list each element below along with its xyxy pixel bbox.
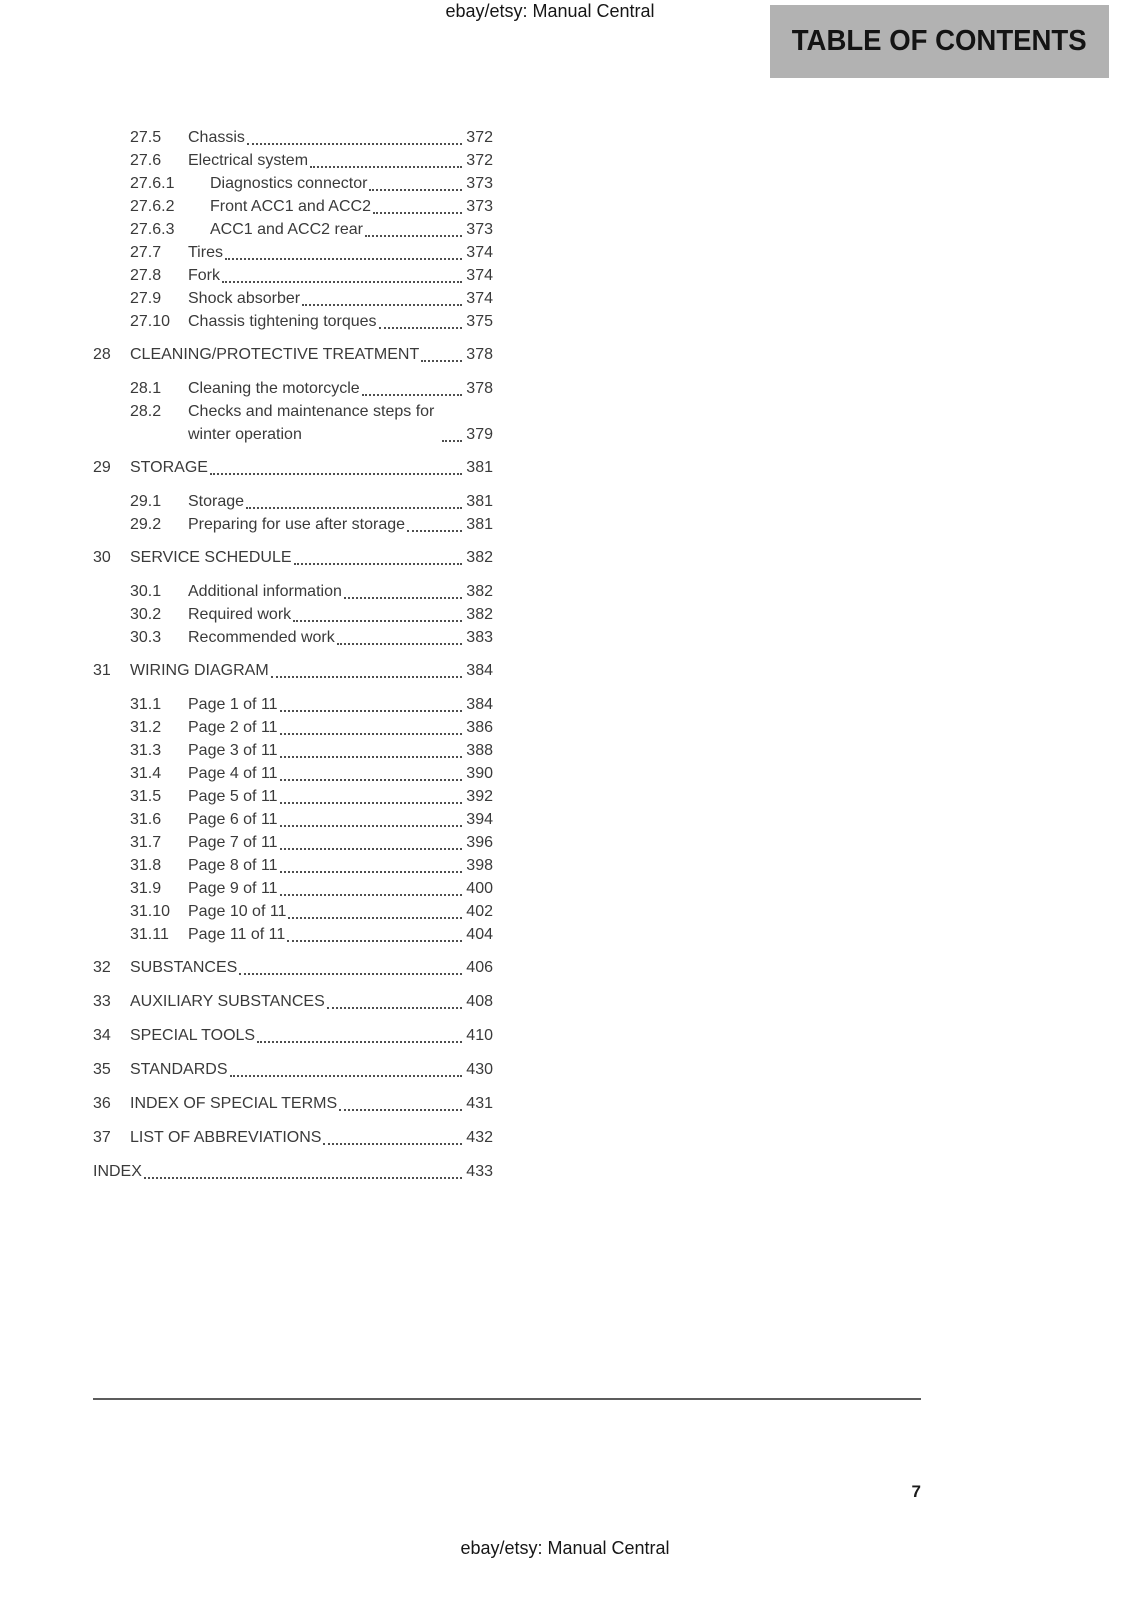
table-of-contents-banner (770, 5, 1109, 78)
toc-entry-number: 27.7 (130, 244, 162, 261)
toc-entry (93, 1058, 493, 1081)
toc-entry-label: Page 11 of 11 (188, 926, 286, 943)
toc-entry-label: WIRING DIAGRAM (130, 662, 269, 679)
toc-entry-number: 27.10 (130, 313, 171, 330)
toc-entry-page: 388 (466, 742, 493, 759)
toc-entry-page: 431 (466, 1095, 493, 1112)
toc-entry (93, 264, 493, 287)
toc-entry-label: AUXILIARY SUBSTANCES (130, 993, 325, 1010)
toc-entry (93, 659, 493, 682)
page-title: TABLE OF CONTENTS (792, 25, 1087, 57)
toc-entry-label: LIST OF ABBREVIATIONS (130, 1129, 322, 1146)
toc-entry-number: 29 (93, 459, 111, 476)
toc-entry-page: 410 (466, 1027, 493, 1044)
toc-entry-number: 31.11 (130, 926, 169, 943)
toc-entry-label: Recommended work (188, 629, 335, 646)
toc-entry (93, 377, 493, 400)
toc-entry-label: CLEANING/PROTECTIVE TREATMENT (130, 346, 420, 363)
toc-entry-page: 386 (466, 719, 493, 736)
toc-entry-number: 30.2 (130, 606, 162, 623)
toc-leader-dots (257, 1041, 462, 1043)
toc-entry (93, 626, 493, 649)
toc-entry-page: 378 (466, 346, 493, 363)
toc-entry-page: 372 (466, 129, 493, 146)
toc-entry-number: 34 (93, 1027, 111, 1044)
footer-watermark: ebay/etsy: Manual Central (460, 1538, 670, 1558)
toc-leader-dots (373, 212, 462, 214)
toc-leader-dots (294, 563, 462, 565)
toc-entry (93, 218, 493, 241)
toc-leader-dots (310, 166, 462, 168)
toc-entry-page: 382 (466, 606, 493, 623)
toc-entry-page: 379 (466, 426, 493, 443)
toc-entry-number: 30.1 (130, 583, 162, 600)
toc-entry-number: 28.1 (130, 380, 162, 397)
toc-leader-dots (442, 440, 462, 442)
header-watermark: ebay/etsy: Manual Central (445, 1, 655, 21)
toc-entry-page: 400 (466, 880, 493, 897)
toc-entry-label: SUBSTANCES (130, 959, 238, 976)
toc-entry-page: 383 (466, 629, 493, 646)
toc-entry (93, 716, 493, 739)
toc-entry-number: 28.2 (130, 403, 162, 420)
toc-leader-dots (280, 825, 462, 827)
toc-leader-dots (225, 258, 462, 260)
toc-entry (93, 900, 493, 923)
toc-entry (93, 739, 493, 762)
toc-entry-label: Electrical system (188, 152, 309, 169)
toc-leader-dots (407, 530, 462, 532)
toc-entry-number: 27.5 (130, 129, 162, 146)
toc-entry (93, 580, 493, 603)
toc-entry (93, 1024, 493, 1047)
toc-leader-dots (369, 189, 462, 191)
toc-entry-number: 31.3 (130, 742, 162, 759)
toc-leader-dots (280, 802, 462, 804)
toc-entry-label: Front ACC1 and ACC2 (210, 198, 371, 215)
toc-leader-dots (144, 1177, 462, 1179)
toc-entry-label: Page 2 of 11 (188, 719, 278, 736)
toc-entry-label: Shock absorber (188, 290, 301, 307)
toc-leader-dots (293, 620, 462, 622)
toc-entry-label: INDEX OF SPECIAL TERMS (130, 1095, 338, 1112)
toc-leader-dots (222, 281, 462, 283)
toc-entry-number: 31.9 (130, 880, 162, 897)
toc-entry-number: 28 (93, 346, 111, 363)
toc-entry (93, 785, 493, 808)
toc-leader-dots (280, 756, 462, 758)
toc-entry-number: 33 (93, 993, 111, 1010)
toc-entry-page: 432 (466, 1129, 493, 1146)
toc-entry-page: 378 (466, 380, 493, 397)
toc-entry (93, 956, 493, 979)
toc-entry-number: 30 (93, 549, 111, 566)
toc-entry-page: 398 (466, 857, 493, 874)
toc-entry (93, 923, 493, 946)
toc-entry-label: Tires (188, 244, 223, 261)
toc-entry (93, 310, 493, 333)
toc-leader-dots (239, 973, 462, 975)
toc-entry-number: 30.3 (130, 629, 162, 646)
toc-entry (93, 693, 493, 716)
toc-leader-dots (323, 1143, 462, 1145)
toc-leader-dots (247, 143, 462, 145)
toc-entry-number: 31.2 (130, 719, 162, 736)
toc-entry (93, 990, 493, 1013)
toc-entry-number: 31 (93, 662, 111, 679)
toc-leader-dots (230, 1075, 463, 1077)
toc-entry-label: Page 7 of 11 (188, 834, 278, 851)
toc-entry (93, 762, 493, 785)
toc-entry-label: Chassis (188, 129, 245, 146)
toc-leader-dots (339, 1109, 462, 1111)
toc-entry-label: Fork (188, 267, 220, 284)
toc-entry-label: Page 8 of 11 (188, 857, 278, 874)
toc-entry (93, 546, 493, 569)
toc-entry (93, 490, 493, 513)
toc-entry-page: 384 (466, 696, 493, 713)
toc-entry-number: 27.6.3 (130, 221, 175, 238)
toc-entry-page: 404 (466, 926, 493, 943)
toc-entry-page: 382 (466, 549, 493, 566)
toc-entry-number: 27.6.2 (130, 198, 175, 215)
toc-entry-label: SERVICE SCHEDULE (130, 549, 292, 566)
toc-entry-page: 408 (466, 993, 493, 1010)
toc-entry (93, 808, 493, 831)
toc-entry-number: 37 (93, 1129, 111, 1146)
toc-entry-number: 32 (93, 959, 111, 976)
toc-leader-dots (280, 848, 462, 850)
toc-entry-page: 373 (466, 198, 493, 215)
toc-leader-dots (337, 643, 462, 645)
toc-entry-page: 396 (466, 834, 493, 851)
toc-entry-number: 29.1 (130, 493, 162, 510)
toc-entry-page: 375 (466, 313, 493, 330)
toc-entry-page: 402 (466, 903, 493, 920)
toc-entry-page: 374 (466, 244, 493, 261)
toc-entry (93, 195, 493, 218)
toc-entry (93, 287, 493, 310)
toc-leader-dots (362, 394, 462, 396)
toc-entry (93, 1092, 493, 1115)
toc-entry-label: INDEX (93, 1163, 142, 1180)
toc-leader-dots (280, 894, 462, 896)
toc-entry-label: Diagnostics connector (210, 175, 368, 192)
toc-entry (93, 854, 493, 877)
toc-entry-number: 36 (93, 1095, 111, 1112)
toc-entry-number: 29.2 (130, 516, 162, 533)
toc-leader-dots (271, 676, 462, 678)
toc-entry-number: 27.8 (130, 267, 162, 284)
toc-entry-label: Checks and maintenance steps for winter operation (188, 403, 435, 443)
toc-entry-page: 433 (466, 1163, 493, 1180)
toc-entry-page: 392 (466, 788, 493, 805)
toc-leader-dots (302, 304, 462, 306)
toc-entry-page: 406 (466, 959, 493, 976)
toc-entry-number: 35 (93, 1061, 111, 1078)
toc-entry-page: 374 (466, 290, 493, 307)
toc-entry-page: 374 (466, 267, 493, 284)
toc-entry (93, 603, 493, 626)
toc-entry (93, 513, 493, 536)
toc-entry (93, 241, 493, 264)
toc-entry-number: 31.7 (130, 834, 162, 851)
toc-entry-label: Page 3 of 11 (188, 742, 278, 759)
toc-entry (93, 456, 493, 479)
toc-leader-dots (246, 507, 462, 509)
toc-entry-label: Storage (188, 493, 245, 510)
toc-entry-label: Required work (188, 606, 292, 623)
toc-entry-label: Chassis tightening torques (188, 313, 377, 330)
toc-entry-number: 27.9 (130, 290, 162, 307)
toc-entry-page: 373 (466, 175, 493, 192)
toc-entry-number: 27.6 (130, 152, 162, 169)
toc-leader-dots (421, 360, 462, 362)
toc-entry-label: Additional information (188, 583, 342, 600)
toc-leader-dots (379, 327, 462, 329)
toc-entry-page: 382 (466, 583, 493, 600)
toc-entry-label: Page 10 of 11 (188, 903, 287, 920)
toc-entry-number: 31.6 (130, 811, 162, 828)
toc-entry-page: 390 (466, 765, 493, 782)
toc-leader-dots (287, 940, 462, 942)
toc-entry-page: 381 (466, 493, 493, 510)
footer-divider (93, 1398, 921, 1400)
toc-leader-dots (327, 1007, 462, 1009)
toc-leader-dots (210, 473, 462, 475)
toc-entry (93, 149, 493, 172)
toc-entry-number: 31.8 (130, 857, 162, 874)
toc-entry-label: Cleaning the motorcycle (188, 380, 360, 397)
toc-leader-dots (280, 733, 462, 735)
toc-list (93, 126, 493, 1194)
toc-entry (93, 1160, 493, 1183)
toc-entry (93, 1126, 493, 1149)
toc-entry (93, 343, 493, 366)
toc-entry-number: 31.1 (130, 696, 162, 713)
toc-entry-page: 381 (466, 459, 493, 476)
toc-leader-dots (280, 710, 462, 712)
toc-entry-label: Preparing for use after storage (188, 516, 406, 533)
toc-entry-label: Page 6 of 11 (188, 811, 278, 828)
toc-entry-number: 27.6.1 (130, 175, 175, 192)
toc-entry-label: Page 9 of 11 (188, 880, 278, 897)
toc-entry (93, 400, 493, 446)
toc-entry-page: 373 (466, 221, 493, 238)
toc-entry-number: 31.5 (130, 788, 162, 805)
toc-entry-label: STANDARDS (130, 1061, 228, 1078)
toc-entry-page: 381 (466, 516, 493, 533)
toc-entry-page: 384 (466, 662, 493, 679)
toc-leader-dots (280, 871, 462, 873)
toc-leader-dots (344, 597, 462, 599)
toc-entry-number: 31.4 (130, 765, 162, 782)
toc-entry-label: STORAGE (130, 459, 208, 476)
toc-entry-number: 31.10 (130, 903, 171, 920)
toc-leader-dots (280, 779, 462, 781)
toc-entry-label: Page 4 of 11 (188, 765, 278, 782)
toc-entry-label: Page 1 of 11 (188, 696, 278, 713)
toc-entry-page: 372 (466, 152, 493, 169)
toc-entry-label: ACC1 and ACC2 rear (210, 221, 363, 238)
page-number: 7 (911, 1482, 921, 1501)
toc-entry-page: 430 (466, 1061, 493, 1078)
toc-entry (93, 877, 493, 900)
toc-leader-dots (288, 917, 462, 919)
toc-entry (93, 126, 493, 149)
toc-leader-dots (365, 235, 462, 237)
toc-entry-label: SPECIAL TOOLS (130, 1027, 256, 1044)
toc-entry-label: Page 5 of 11 (188, 788, 278, 805)
toc-entry (93, 172, 493, 195)
toc-entry-page: 394 (466, 811, 493, 828)
toc-entry (93, 831, 493, 854)
